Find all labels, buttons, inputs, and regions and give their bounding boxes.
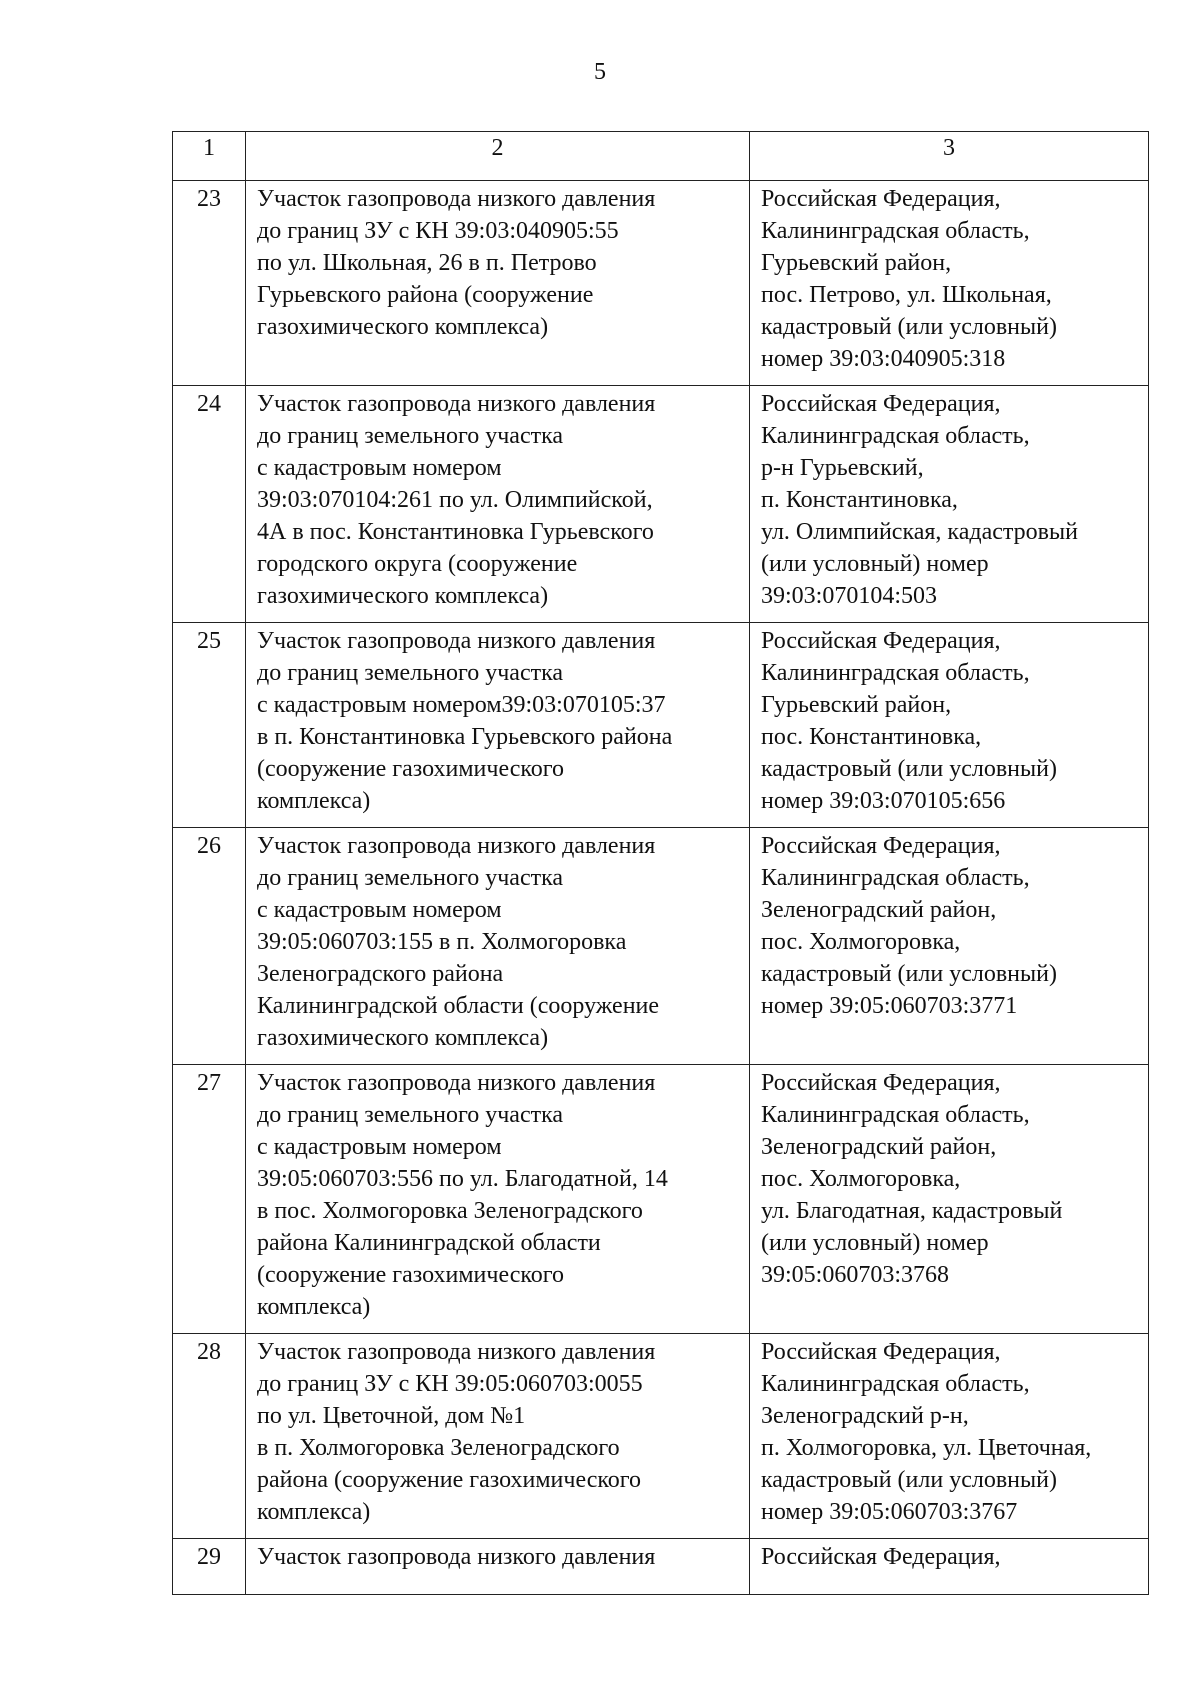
address-line: пос. Холмогоровка, bbox=[761, 1166, 961, 1192]
address-line: Гурьевский район, bbox=[761, 692, 952, 718]
object-name-line: 39:05:060703:155 в п. Холмогоровка bbox=[257, 929, 627, 955]
address-line: Российская Федерация, bbox=[761, 1544, 1001, 1570]
row-number-cell: 27 bbox=[173, 1065, 246, 1334]
address-cell bbox=[750, 1539, 1149, 1595]
table-row bbox=[173, 386, 1149, 623]
address-cell bbox=[750, 181, 1149, 386]
row-number-cell: 25 bbox=[173, 623, 246, 828]
address-line: Российская Федерация, bbox=[761, 391, 1001, 417]
object-name-line: 39:03:070104:261 по ул. Олимпийской, bbox=[257, 487, 653, 513]
object-name-cell bbox=[246, 1539, 750, 1595]
object-name-line: до границ ЗУ с КН 39:03:040905:55 bbox=[257, 218, 619, 244]
object-name-line: (сооружение газохимического bbox=[257, 1262, 565, 1288]
table-header-row bbox=[173, 132, 1149, 181]
table-row bbox=[173, 828, 1149, 1065]
table-row bbox=[173, 1539, 1149, 1595]
address-line: Калининградская область, bbox=[761, 423, 1030, 449]
object-name-line: Участок газопровода низкого давления bbox=[257, 1544, 656, 1570]
column-header-address: 3 bbox=[750, 132, 1149, 181]
address-line: ул. Благодатная, кадастровый bbox=[761, 1198, 1063, 1224]
object-name-line: газохимического комплекса) bbox=[257, 314, 549, 340]
object-name-line: по ул. Школьная, 26 в п. Петрово bbox=[257, 250, 597, 276]
address-cell bbox=[750, 623, 1149, 828]
address-line: (или условный) номер bbox=[761, 1230, 989, 1256]
object-name-line: Гурьевского района (сооружение bbox=[257, 282, 594, 308]
table-row bbox=[173, 1334, 1149, 1539]
object-name-line: в пос. Холмогоровка Зеленоградского bbox=[257, 1198, 643, 1224]
address-line: Зеленоградский р-н, bbox=[761, 1403, 969, 1429]
column-header-number: 1 bbox=[173, 132, 246, 181]
object-name-line: в п. Холмогоровка Зеленоградского bbox=[257, 1435, 620, 1461]
object-name-line: комплекса) bbox=[257, 1294, 371, 1320]
address-line: Российская Федерация, bbox=[761, 1070, 1001, 1096]
object-name-line: Участок газопровода низкого давления bbox=[257, 186, 656, 212]
address-line: п. Холмогоровка, ул. Цветочная, bbox=[761, 1435, 1092, 1461]
object-name-line: в п. Константиновка Гурьевского района bbox=[257, 724, 673, 750]
object-name-line: 4А в пос. Константиновка Гурьевского bbox=[257, 519, 654, 545]
address-line: ул. Олимпийская, кадастровый bbox=[761, 519, 1078, 545]
address-line: номер 39:05:060703:3771 bbox=[761, 993, 1018, 1019]
object-name-line: с кадастровым номером bbox=[257, 455, 502, 481]
address-line: п. Константиновка, bbox=[761, 487, 958, 513]
object-name-line: Участок газопровода низкого давления bbox=[257, 833, 656, 859]
object-name-line: до границ земельного участка bbox=[257, 1102, 564, 1128]
address-line: кадастровый (или условный) bbox=[761, 756, 1057, 782]
address-line: кадастровый (или условный) bbox=[761, 1467, 1057, 1493]
page-number: 5 bbox=[594, 59, 606, 85]
object-name-line: с кадастровым номером bbox=[257, 1134, 502, 1160]
address-line: Зеленоградский район, bbox=[761, 897, 997, 923]
table-body bbox=[173, 181, 1149, 1595]
table-row bbox=[173, 623, 1149, 828]
object-name-cell bbox=[246, 386, 750, 623]
row-number-cell: 24 bbox=[173, 386, 246, 623]
object-name-line: газохимического комплекса) bbox=[257, 583, 549, 609]
address-line: пос. Холмогоровка, bbox=[761, 929, 961, 955]
object-name-line: с кадастровым номером39:03:070105:37 bbox=[257, 692, 666, 718]
object-name-line: до границ земельного участка bbox=[257, 423, 564, 449]
object-name-cell bbox=[246, 828, 750, 1065]
address-line: р-н Гурьевский, bbox=[761, 455, 924, 481]
object-name-line: района (сооружение газохимического bbox=[257, 1467, 642, 1493]
address-line: Российская Федерация, bbox=[761, 628, 1001, 654]
object-name-line: по ул. Цветочной, дом №1 bbox=[257, 1403, 526, 1429]
object-name-line: района Калининградской области bbox=[257, 1230, 601, 1256]
address-cell bbox=[750, 1065, 1149, 1334]
address-line: кадастровый (или условный) bbox=[761, 961, 1057, 987]
object-name-line: с кадастровым номером bbox=[257, 897, 502, 923]
object-name-cell bbox=[246, 623, 750, 828]
object-name-line: Участок газопровода низкого давления bbox=[257, 1339, 656, 1365]
row-number-cell: 26 bbox=[173, 828, 246, 1065]
address-line: Российская Федерация, bbox=[761, 186, 1001, 212]
object-name-cell bbox=[246, 1334, 750, 1539]
object-name-line: (сооружение газохимического bbox=[257, 756, 565, 782]
row-number-cell: 28 bbox=[173, 1334, 246, 1539]
address-line: (или условный) номер bbox=[761, 551, 989, 577]
table-row bbox=[173, 181, 1149, 386]
object-name-line: до границ ЗУ с КН 39:05:060703:0055 bbox=[257, 1371, 643, 1397]
address-line: пос. Петрово, ул. Школьная, bbox=[761, 282, 1052, 308]
address-line: 39:03:070104:503 bbox=[761, 583, 938, 609]
address-line: номер 39:03:070105:656 bbox=[761, 788, 1006, 814]
address-line: Калининградская область, bbox=[761, 1102, 1030, 1128]
address-line: 39:05:060703:3768 bbox=[761, 1262, 950, 1288]
object-name-line: Участок газопровода низкого давления bbox=[257, 391, 656, 417]
address-line: Калининградская область, bbox=[761, 660, 1030, 686]
row-number-cell: 29 bbox=[173, 1539, 246, 1595]
address-line: Российская Федерация, bbox=[761, 833, 1001, 859]
address-cell bbox=[750, 386, 1149, 623]
table-row bbox=[173, 1065, 1149, 1334]
object-name-line: Участок газопровода низкого давления bbox=[257, 628, 656, 654]
object-name-cell bbox=[246, 1065, 750, 1334]
object-name-line: Участок газопровода низкого давления bbox=[257, 1070, 656, 1096]
address-line: Калининградская область, bbox=[761, 218, 1030, 244]
object-name-line: до границ земельного участка bbox=[257, 660, 564, 686]
address-line: Зеленоградский район, bbox=[761, 1134, 997, 1160]
object-name-line: 39:05:060703:556 по ул. Благодатной, 14 bbox=[257, 1166, 668, 1192]
object-name-line: до границ земельного участка bbox=[257, 865, 564, 891]
address-line: Гурьевский район, bbox=[761, 250, 952, 276]
object-name-line: комплекса) bbox=[257, 1499, 371, 1525]
address-line: номер 39:05:060703:3767 bbox=[761, 1499, 1018, 1525]
address-line: Калининградская область, bbox=[761, 865, 1030, 891]
object-name-line: Зеленоградского района bbox=[257, 961, 504, 987]
row-number-cell: 23 bbox=[173, 181, 246, 386]
address-line: пос. Константиновка, bbox=[761, 724, 982, 750]
object-name-line: городского округа (сооружение bbox=[257, 551, 578, 577]
object-name-cell bbox=[246, 181, 750, 386]
address-cell bbox=[750, 828, 1149, 1065]
address-line: номер 39:03:040905:318 bbox=[761, 346, 1006, 372]
column-header-name: 2 bbox=[246, 132, 750, 181]
object-name-line: комплекса) bbox=[257, 788, 371, 814]
address-line: Российская Федерация, bbox=[761, 1339, 1001, 1365]
address-line: Калининградская область, bbox=[761, 1371, 1030, 1397]
registry-table bbox=[172, 131, 1149, 1595]
object-name-line: Калининградской области (сооружение bbox=[257, 993, 660, 1019]
address-cell bbox=[750, 1334, 1149, 1539]
object-name-line: газохимического комплекса) bbox=[257, 1025, 549, 1051]
address-line: кадастровый (или условный) bbox=[761, 314, 1057, 340]
